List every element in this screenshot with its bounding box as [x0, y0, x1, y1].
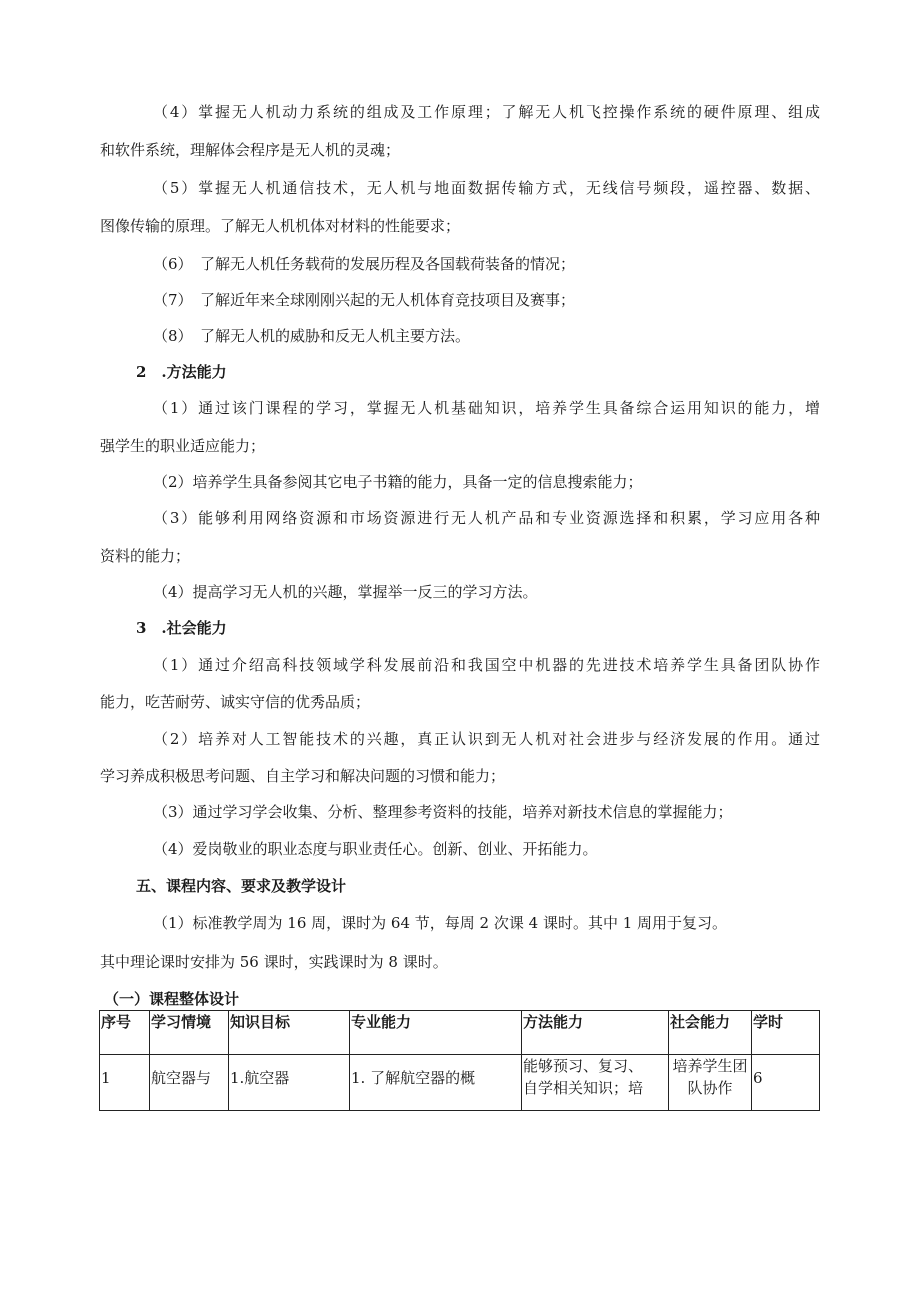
paragraph-course-1-line2: 其中理论课时安排为 56 课时，实践课时为 8 课时。 [100, 953, 448, 971]
header-professional: 专业能力 [350, 1011, 522, 1055]
cell-knowledge: 1.航空器 [229, 1055, 350, 1111]
paragraph-knowledge-4-line2: 和软件系统，理解体会程序是无人机的灵魂； [100, 141, 401, 159]
paragraph-method-1-line1: （1）通过该门课程的学习，掌握无人机基础知识，培养学生具备综合运用知识的能力，增 [153, 399, 820, 417]
paragraph-knowledge-4-line1: （4）掌握无人机动力系统的组成及工作原理；了解无人机飞控操作系统的硬件原理、组成 [153, 103, 820, 121]
paragraph-social-3: （3）通过学习学会收集、分析、整理参考资料的技能，培养对新技术信息的掌握能力； [153, 803, 733, 821]
paragraph-method-3-line2: 资料的能力； [100, 547, 191, 565]
header-hours: 学时 [752, 1011, 820, 1055]
paragraph-method-2: （2）培养学生具备参阅其它电子书籍的能力，具备一定的信息搜索能力； [153, 473, 643, 491]
cell-situation: 航空器与 [150, 1055, 229, 1111]
heading-social-ability: 3 .社会能力 [136, 619, 227, 637]
header-number: 序号 [100, 1011, 150, 1055]
paragraph-course-1-line1: （1）标准教学周为 16 周，课时为 64 节，每周 2 次课 4 课时。其中 1 周用于复习。 [153, 914, 728, 932]
header-knowledge: 知识目标 [229, 1011, 350, 1055]
cell-number: 1 [100, 1055, 150, 1111]
cell-method [522, 1055, 669, 1111]
cell-method-line1: 能够预习、复习、 [523, 1057, 644, 1075]
paragraph-method-1-line2: 强学生的职业适应能力； [100, 437, 266, 455]
paragraph-knowledge-8: （8） 了解无人机的威胁和反无人机主要方法。 [153, 327, 471, 345]
cell-social-line1: 培养学生团 [672, 1057, 748, 1075]
paragraph-knowledge-7: （7） 了解近年来全球刚刚兴起的无人机体育竞技项目及赛事； [153, 291, 576, 309]
paragraph-knowledge-5-line2: 图像传输的原理。了解无人机机体对材料的性能要求； [100, 217, 461, 235]
paragraph-knowledge-5-line1: （5）掌握无人机通信技术，无人机与地面数据传输方式，无线信号频段，遥控器、数据、 [153, 179, 820, 197]
heading-method-ability: 2 .方法能力 [136, 363, 227, 381]
heading-overall-design: （一）课程整体设计 [104, 990, 240, 1008]
paragraph-method-3-line1: （3）能够利用网络资源和市场资源进行无人机产品和专业资源选择和积累，学习应用各种 [153, 509, 820, 527]
paragraph-method-4: （4）提高学习无人机的兴趣，掌握举一反三的学习方法。 [153, 583, 538, 601]
paragraph-social-4: （4）爱岗敬业的职业态度与职业责任心。创新、创业、开拓能力。 [153, 840, 598, 858]
paragraph-social-1-line2: 能力，吃苦耐劳、诚实守信的优秀品质； [100, 693, 371, 711]
cell-social-line2: 队协作 [687, 1079, 733, 1097]
heading-course-content: 五、课程内容、要求及教学设计 [136, 877, 347, 895]
paragraph-knowledge-6: （6） 了解无人机任务载荷的发展历程及各国载荷装备的情况； [153, 255, 576, 273]
header-method: 方法能力 [522, 1011, 669, 1055]
table-header-row [100, 1011, 820, 1055]
paragraph-social-2-line2: 学习养成积极思考问题、自主学习和解决问题的习惯和能力； [100, 767, 506, 785]
paragraph-social-2-line1: （2）培养对人工智能技术的兴趣，真正认识到无人机对社会进步与经济发展的作用。通过 [153, 730, 820, 748]
table-row [100, 1055, 820, 1111]
cell-method-line2: 自学相关知识；培 [523, 1079, 644, 1097]
cell-professional: 1. 了解航空器的概 [350, 1055, 522, 1111]
cell-hours: 6 [752, 1055, 820, 1111]
cell-social [669, 1055, 752, 1111]
header-social: 社会能力 [669, 1011, 752, 1055]
header-situation: 学习情境 [150, 1011, 229, 1055]
course-design-table [99, 1010, 820, 1111]
paragraph-social-1-line1: （1）通过介绍高科技领域学科发展前沿和我国空中机器的先进技术培养学生具备团队协作 [153, 656, 820, 674]
